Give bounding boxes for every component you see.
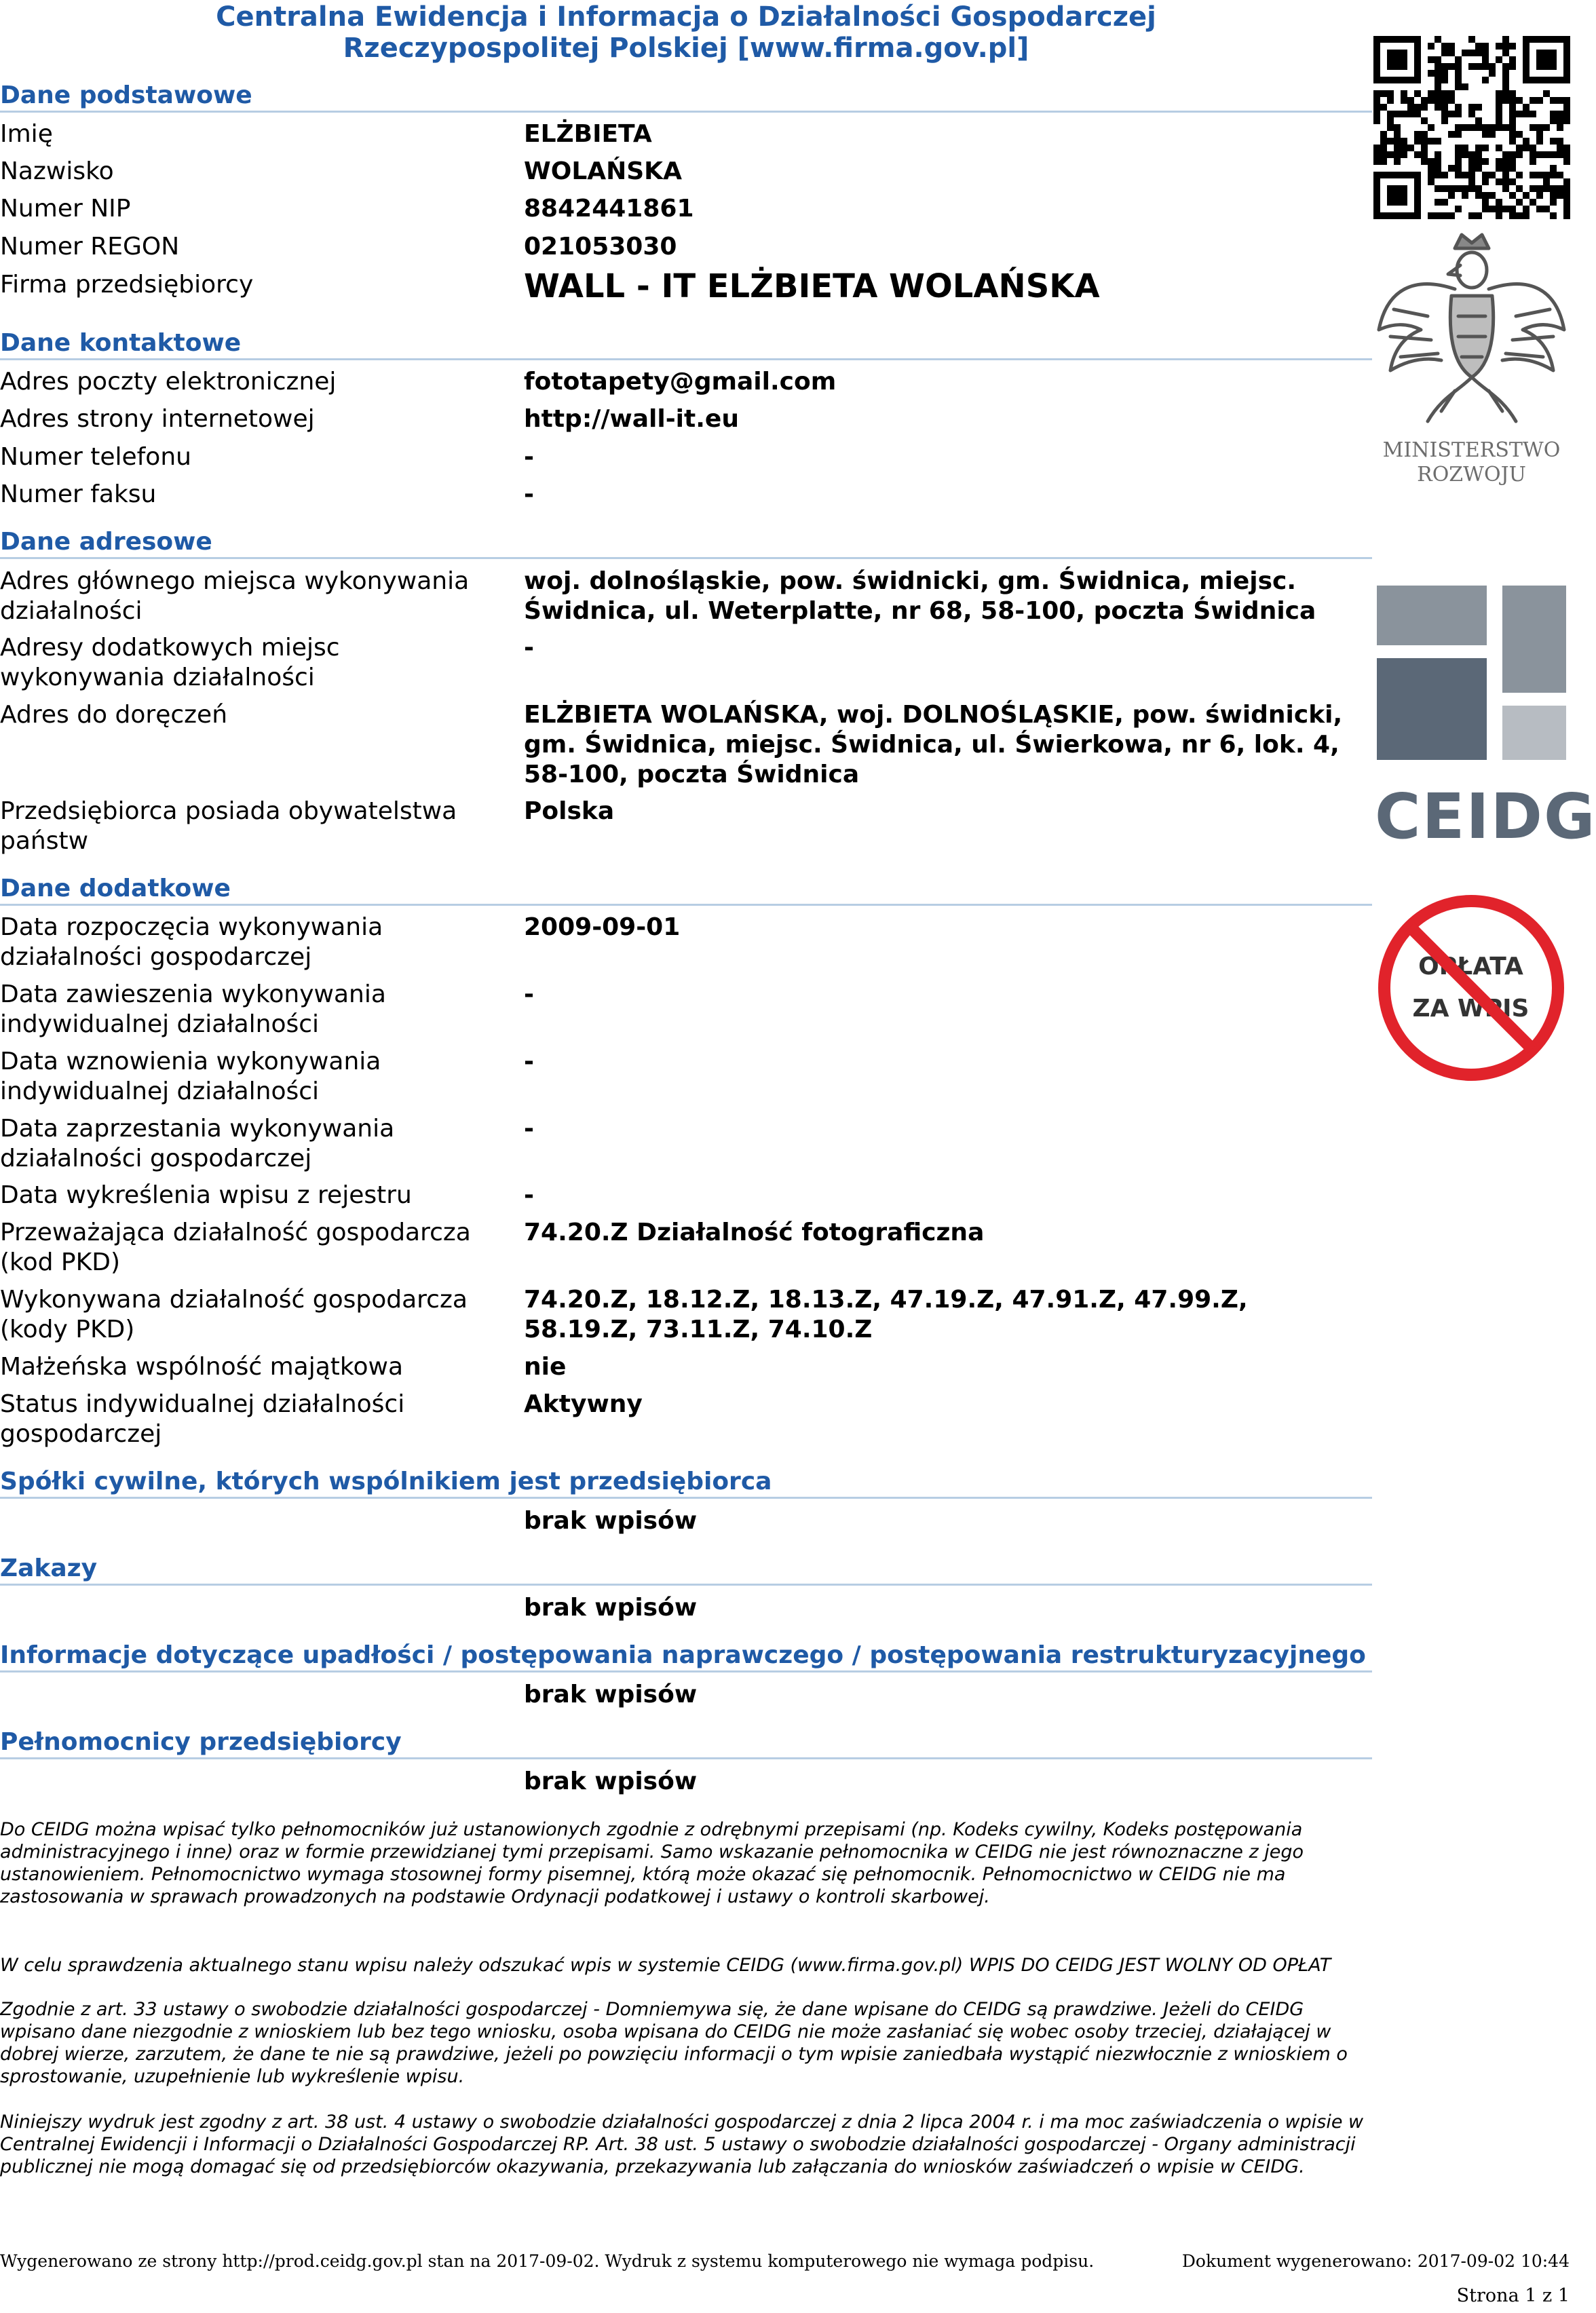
- ceidg-logo-icon: [1373, 582, 1570, 765]
- field-label: Adres poczty elektronicznej: [0, 368, 337, 396]
- art33-note: Zgodnie z art. 33 ustawy o swobodzie działalności gospodarczej - Domniemywa się, że dane wpisane do CEIDG są prawdziwe. Jeżeli do CEIDG wpisano dane niezgodnie z wnioskiem lub bez tego wniosku, osoba wpisana do CEIDG nie może zasłaniać się wobec osoby trzeciej, działającej w dobrej wierze, zarzutem, że dane te nie są prawdziwe, jeżeli po powzięciu informacji o tym wpisie zaniedbała wystąpić niezwłocznie z wnioskiem o sprostowanie, uzupełnienie lub wykreślenie wpisu.: [0, 1999, 1348, 2087]
- field-value: woj. dolnośląskie, pow. świdnicki, gm. Świdnica, miejsc. Świdnica, ul. Weterplatte, nr 68, 58-100, poczta Świdnica: [524, 567, 1316, 625]
- field-label: Numer faksu: [0, 480, 157, 508]
- ministry-name: [1373, 438, 1570, 487]
- field-label: Małżeńska wspólność majątkowa: [0, 1353, 403, 1381]
- field-label: Przeważająca działalność gospodarcza (kod PKD): [0, 1219, 471, 1276]
- field-value: -: [524, 1115, 534, 1143]
- field-label: Adres do doręczeń: [0, 701, 228, 729]
- check-note: W celu sprawdzenia aktualnego stanu wpisu należy odszukać wpis w systemie CEIDG (www.firma.gov.pl) WPIS DO CEIDG JEST WOLNY OD OPŁAT: [0, 1955, 1331, 1976]
- field-label: Data zawieszenia wykonywania indywidualnej działalności: [0, 980, 386, 1038]
- field-label: Data wznowienia wykonywania indywidualnej działalności: [0, 1048, 381, 1105]
- field-label: Adres strony internetowej: [0, 405, 315, 433]
- no-entries-value: brak wpisów: [524, 1507, 698, 1535]
- field-value: -: [524, 634, 534, 662]
- field-value: ELŻBIETA: [524, 120, 652, 148]
- website-value: http://wall-it.eu: [524, 405, 739, 433]
- no-entries-value: brak wpisów: [524, 1681, 698, 1708]
- field-value: Polska: [524, 797, 615, 825]
- field-label: Data wykreślenia wpisu z rejestru: [0, 1181, 412, 1209]
- field-label: Firma przedsiębiorcy: [0, 271, 254, 299]
- field-label: Numer NIP: [0, 195, 131, 223]
- field-label: Wykonywana działalność gospodarcza (kody PKD): [0, 1286, 468, 1343]
- field-value: 2009-09-01: [524, 913, 681, 941]
- header-title-line1: Centralna Ewidencja i Informacja o Działalności Gospodarczej: [216, 1, 1156, 33]
- field-label: Data rozpoczęcia wykonywania działalności gospodarczej: [0, 913, 383, 971]
- field-value: -: [524, 1181, 534, 1209]
- field-value: WOLAŃSKA: [524, 157, 682, 185]
- company-name-value: WALL - IT ELŻBIETA WOLAŃSKA: [524, 267, 1100, 305]
- field-label: Numer telefonu: [0, 443, 191, 471]
- field-label: Imię: [0, 120, 53, 148]
- no-fee-text-line1: OPŁATA: [1418, 953, 1523, 980]
- field-label: Adres głównego miejsca wykonywania działalności: [0, 567, 470, 625]
- field-value: 021053030: [524, 233, 677, 261]
- section-proxies-heading: Pełnomocnicy przedsiębiorcy: [0, 1729, 1372, 1759]
- no-fee-slash-icon: [1373, 894, 1570, 1082]
- no-fee-text-line2: ZA WPIS: [1412, 995, 1530, 1022]
- field-value: 8842441861: [524, 195, 694, 223]
- footer-generated-at: Dokument wygenerowano: 2017-09-02 10:44: [1181, 2251, 1570, 2271]
- field-label: Przedsiębiorca posiada obywatelstwa państw: [0, 797, 457, 855]
- document-header: [0, 0, 1372, 64]
- qr-code-icon: [1373, 35, 1570, 220]
- section-insolvency-heading: Informacje dotyczące upadłości / postępowania naprawczego / postępowania restrukturyzacyjnego: [0, 1642, 1372, 1672]
- field-value: -: [524, 980, 534, 1008]
- section-contact-heading: Dane kontaktowe: [0, 330, 1372, 360]
- field-value: -: [524, 480, 534, 508]
- no-entries-value: brak wpisów: [524, 1767, 698, 1795]
- field-value: nie: [524, 1353, 567, 1381]
- section-basic-heading: Dane podstawowe: [0, 82, 1372, 113]
- ministry-line2: ROZWOJU: [1417, 463, 1526, 486]
- proxy-note: Do CEIDG można wpisać tylko pełnomocników już ustanowionych zgodnie z odrębnymi przepisami (np. Kodeks cywilny, Kodeks postępowania administracyjnego i inne) oraz w formie przewidzianej tymi przepisami. Samo wskazanie pełnomocnika w CEIDG nie jest równoznaczne z jego ustanowieniem. Pełnomocnictwo wymaga stosownej formy pisemnej, którą może okazać się pełnomocnik. Pełnomocnictwo w CEIDG nie ma zastosowania w sprawach prowadzonych na podstawie Ordynacji podatkowej i ustawy o kontroli skarbowej.: [0, 1819, 1304, 1907]
- field-label: Nazwisko: [0, 157, 114, 185]
- polish-eagle-emblem-icon: [1373, 228, 1570, 432]
- field-label: Adresy dodatkowych miejsc wykonywania działalności: [0, 634, 340, 691]
- page-number: Strona 1 z 1: [1456, 2285, 1570, 2306]
- field-label: Data zaprzestania wykonywania działalności gospodarczej: [0, 1115, 395, 1172]
- field-value: -: [524, 443, 534, 471]
- field-value: 74.20.Z Działalność fotograficzna: [524, 1219, 985, 1246]
- field-label: Status indywidualnej działalności gospodarczej: [0, 1390, 405, 1448]
- section-address-heading: Dane adresowe: [0, 529, 1372, 559]
- section-bans-heading: Zakazy: [0, 1555, 1372, 1586]
- email-value: fototapety@gmail.com: [524, 368, 837, 396]
- ceidg-logo-text: CEIDG: [1375, 780, 1596, 853]
- field-value: ELŻBIETA WOLAŃSKA, woj. DOLNOŚLĄSKIE, pow. świdnicki, gm. Świdnica, miejsc. Świdnica, ul. Świerkowa, nr 6, lok. 4, 58-100, poczta Świdnica: [524, 701, 1343, 788]
- ministry-line1: MINISTERSTWO: [1382, 438, 1561, 462]
- header-title-line2: Rzeczypospolitej Polskiej [www.firma.gov.pl]: [343, 33, 1029, 64]
- field-value: -: [524, 1048, 534, 1075]
- section-partnerships-heading: Spółki cywilne, których wspólnikiem jest przedsiębiorca: [0, 1468, 1372, 1499]
- section-additional-heading: Dane dodatkowe: [0, 875, 1372, 906]
- field-value: 74.20.Z, 18.12.Z, 18.13.Z, 47.19.Z, 47.91.Z, 47.99.Z, 58.19.Z, 73.11.Z, 74.10.Z: [524, 1286, 1248, 1343]
- field-value: Aktywny: [524, 1390, 643, 1418]
- art38-note: Niniejszy wydruk jest zgodny z art. 38 ust. 4 ustawy o swobodzie działalności gospodarczej z dnia 2 lipca 2004 r. i ma moc zaświadczenia o wpisie w Centralnej Ewidencji i Informacji o Działalności Gospodarczej RP. Art. 38 ust. 5 ustawy o swobodzie działalności gospodarczej - Organy administracji publicznej nie mogą domagać się od przedsiębiorców okazywania, przekazywania lub załączania do wniosków zaświadczeń o wpisie w CEIDG.: [0, 2111, 1364, 2177]
- footer-generated-from: Wygenerowano ze strony http://prod.ceidg.gov.pl stan na 2017-09-02. Wydruk z systemu komputerowego nie wymaga podpisu.: [0, 2251, 1095, 2271]
- field-label: Numer REGON: [0, 233, 180, 261]
- no-entries-value: brak wpisów: [524, 1594, 698, 1622]
